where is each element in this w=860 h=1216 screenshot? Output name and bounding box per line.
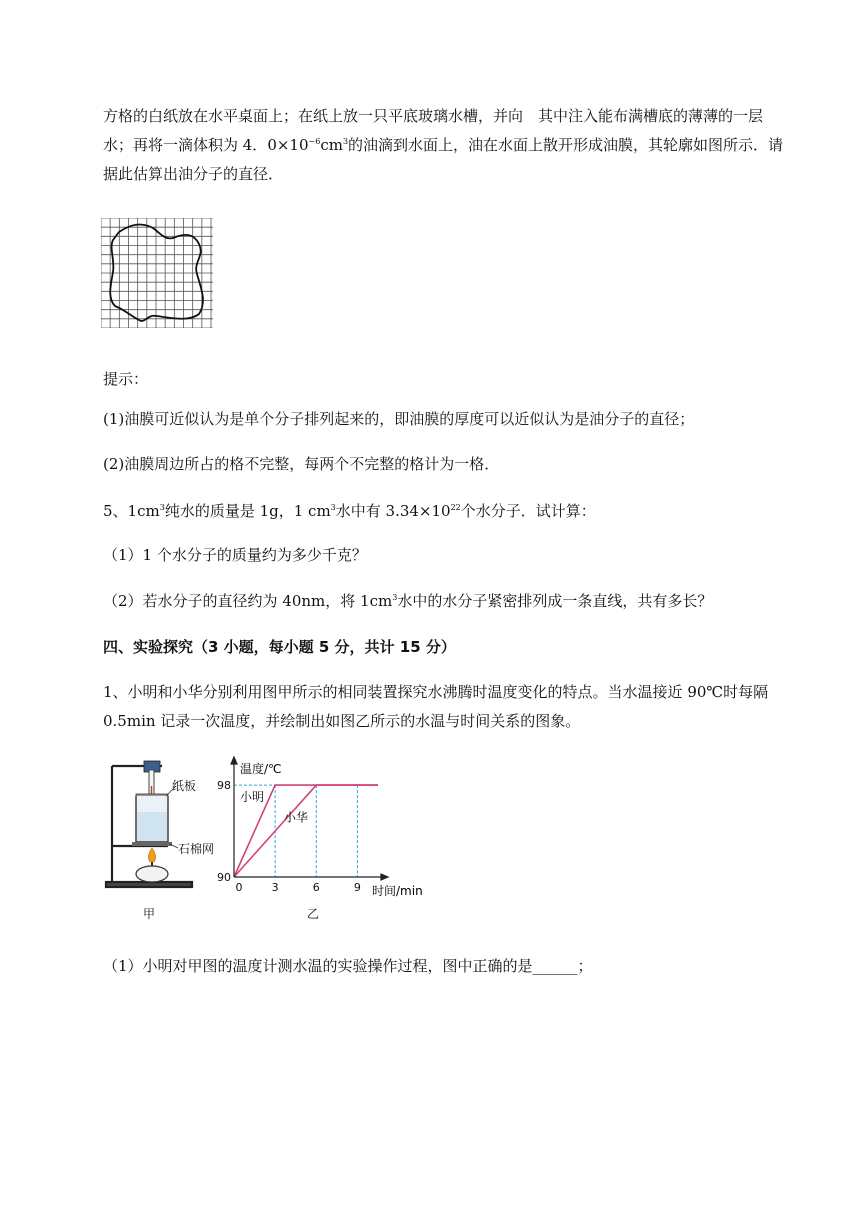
x-tick-9: 9	[353, 881, 361, 894]
series-label-xiaohua: 小华	[284, 810, 309, 825]
label-asbestos-gauze: 石棉网	[178, 842, 215, 856]
temperature-time-chart	[210, 755, 440, 925]
x-tick-0: 0	[235, 881, 243, 894]
problem5-q2: （2）若水分子的直径约为 40nm，将 $1cm^3$水中的水分子紧密排列成一条直线，共有多长？	[103, 592, 713, 610]
series-label-xiaoming: 小明	[240, 790, 265, 805]
oil-film-grid-figure	[101, 218, 213, 328]
hint-1: (1)油膜可近似认为是单个分子排列起来的，即油膜的厚度可以近似认为是油分子的直径；	[103, 410, 695, 428]
burner-flame	[148, 848, 155, 862]
y-axis-label: 温度/℃	[240, 762, 282, 776]
y-tick-98: 98	[217, 779, 231, 793]
section4-q1-line1: 1、小明和小华分别利用图甲所示的相同装置探究水沸腾时温度变化的特点。当水温接近 90℃时每隔	[103, 683, 769, 701]
alcohol-lamp	[136, 866, 168, 882]
section4-q1-line2: 0.5min 记录一次温度，并绘制出如图乙所示的水温与时间关系的图象。	[103, 712, 581, 730]
y-axis-arrow	[231, 757, 237, 764]
y-tick-90: 90	[217, 871, 231, 884]
x-axis-arrow	[381, 874, 388, 880]
problem4-line1: 方格的白纸放在水平桌面上；在纸上放一只平底玻璃水槽，并向 其中注入能布满槽底的薄薄的一层	[103, 107, 764, 125]
x-axis-label: 时间/min	[372, 884, 423, 898]
caption-jia: 甲	[143, 907, 156, 921]
problem4-line2: 水；再将一滴体积为 4．$0\times 10^{-6}cm^3$的油滴到水面上，油在水面上散开形成油膜，其轮廓如图所示．请	[103, 136, 784, 154]
label-cardboard: 纸板	[172, 779, 197, 793]
caption-yi: 乙	[307, 907, 320, 921]
section4-sub1: （1）小明对甲图的温度计测水温的实验操作过程，图中正确的是______；	[103, 957, 593, 975]
hint-title: 提示：	[103, 370, 149, 388]
x-tick-6: 6	[312, 881, 320, 894]
problem4-line3: 据此估算出油分子的直径．	[103, 165, 284, 183]
problem5-q1: （1）1 个水分子的质量约为多少千克？	[103, 546, 367, 564]
asbestos-gauze	[132, 842, 172, 846]
problem5-statement: 5、$1cm^3$纯水的质量是 1g，1 $cm^3$水中有 $3.34\times 10^{22}$个水分子．试计算：	[103, 502, 596, 520]
x-tick-3: 3	[271, 881, 279, 894]
hint-2: (2)油膜周边所占的格不完整，每两个不完整的格计为一格．	[103, 455, 500, 473]
section-heading: 四、实验探究（3 小题，每小题 5 分，共计 15 分）	[103, 638, 456, 656]
